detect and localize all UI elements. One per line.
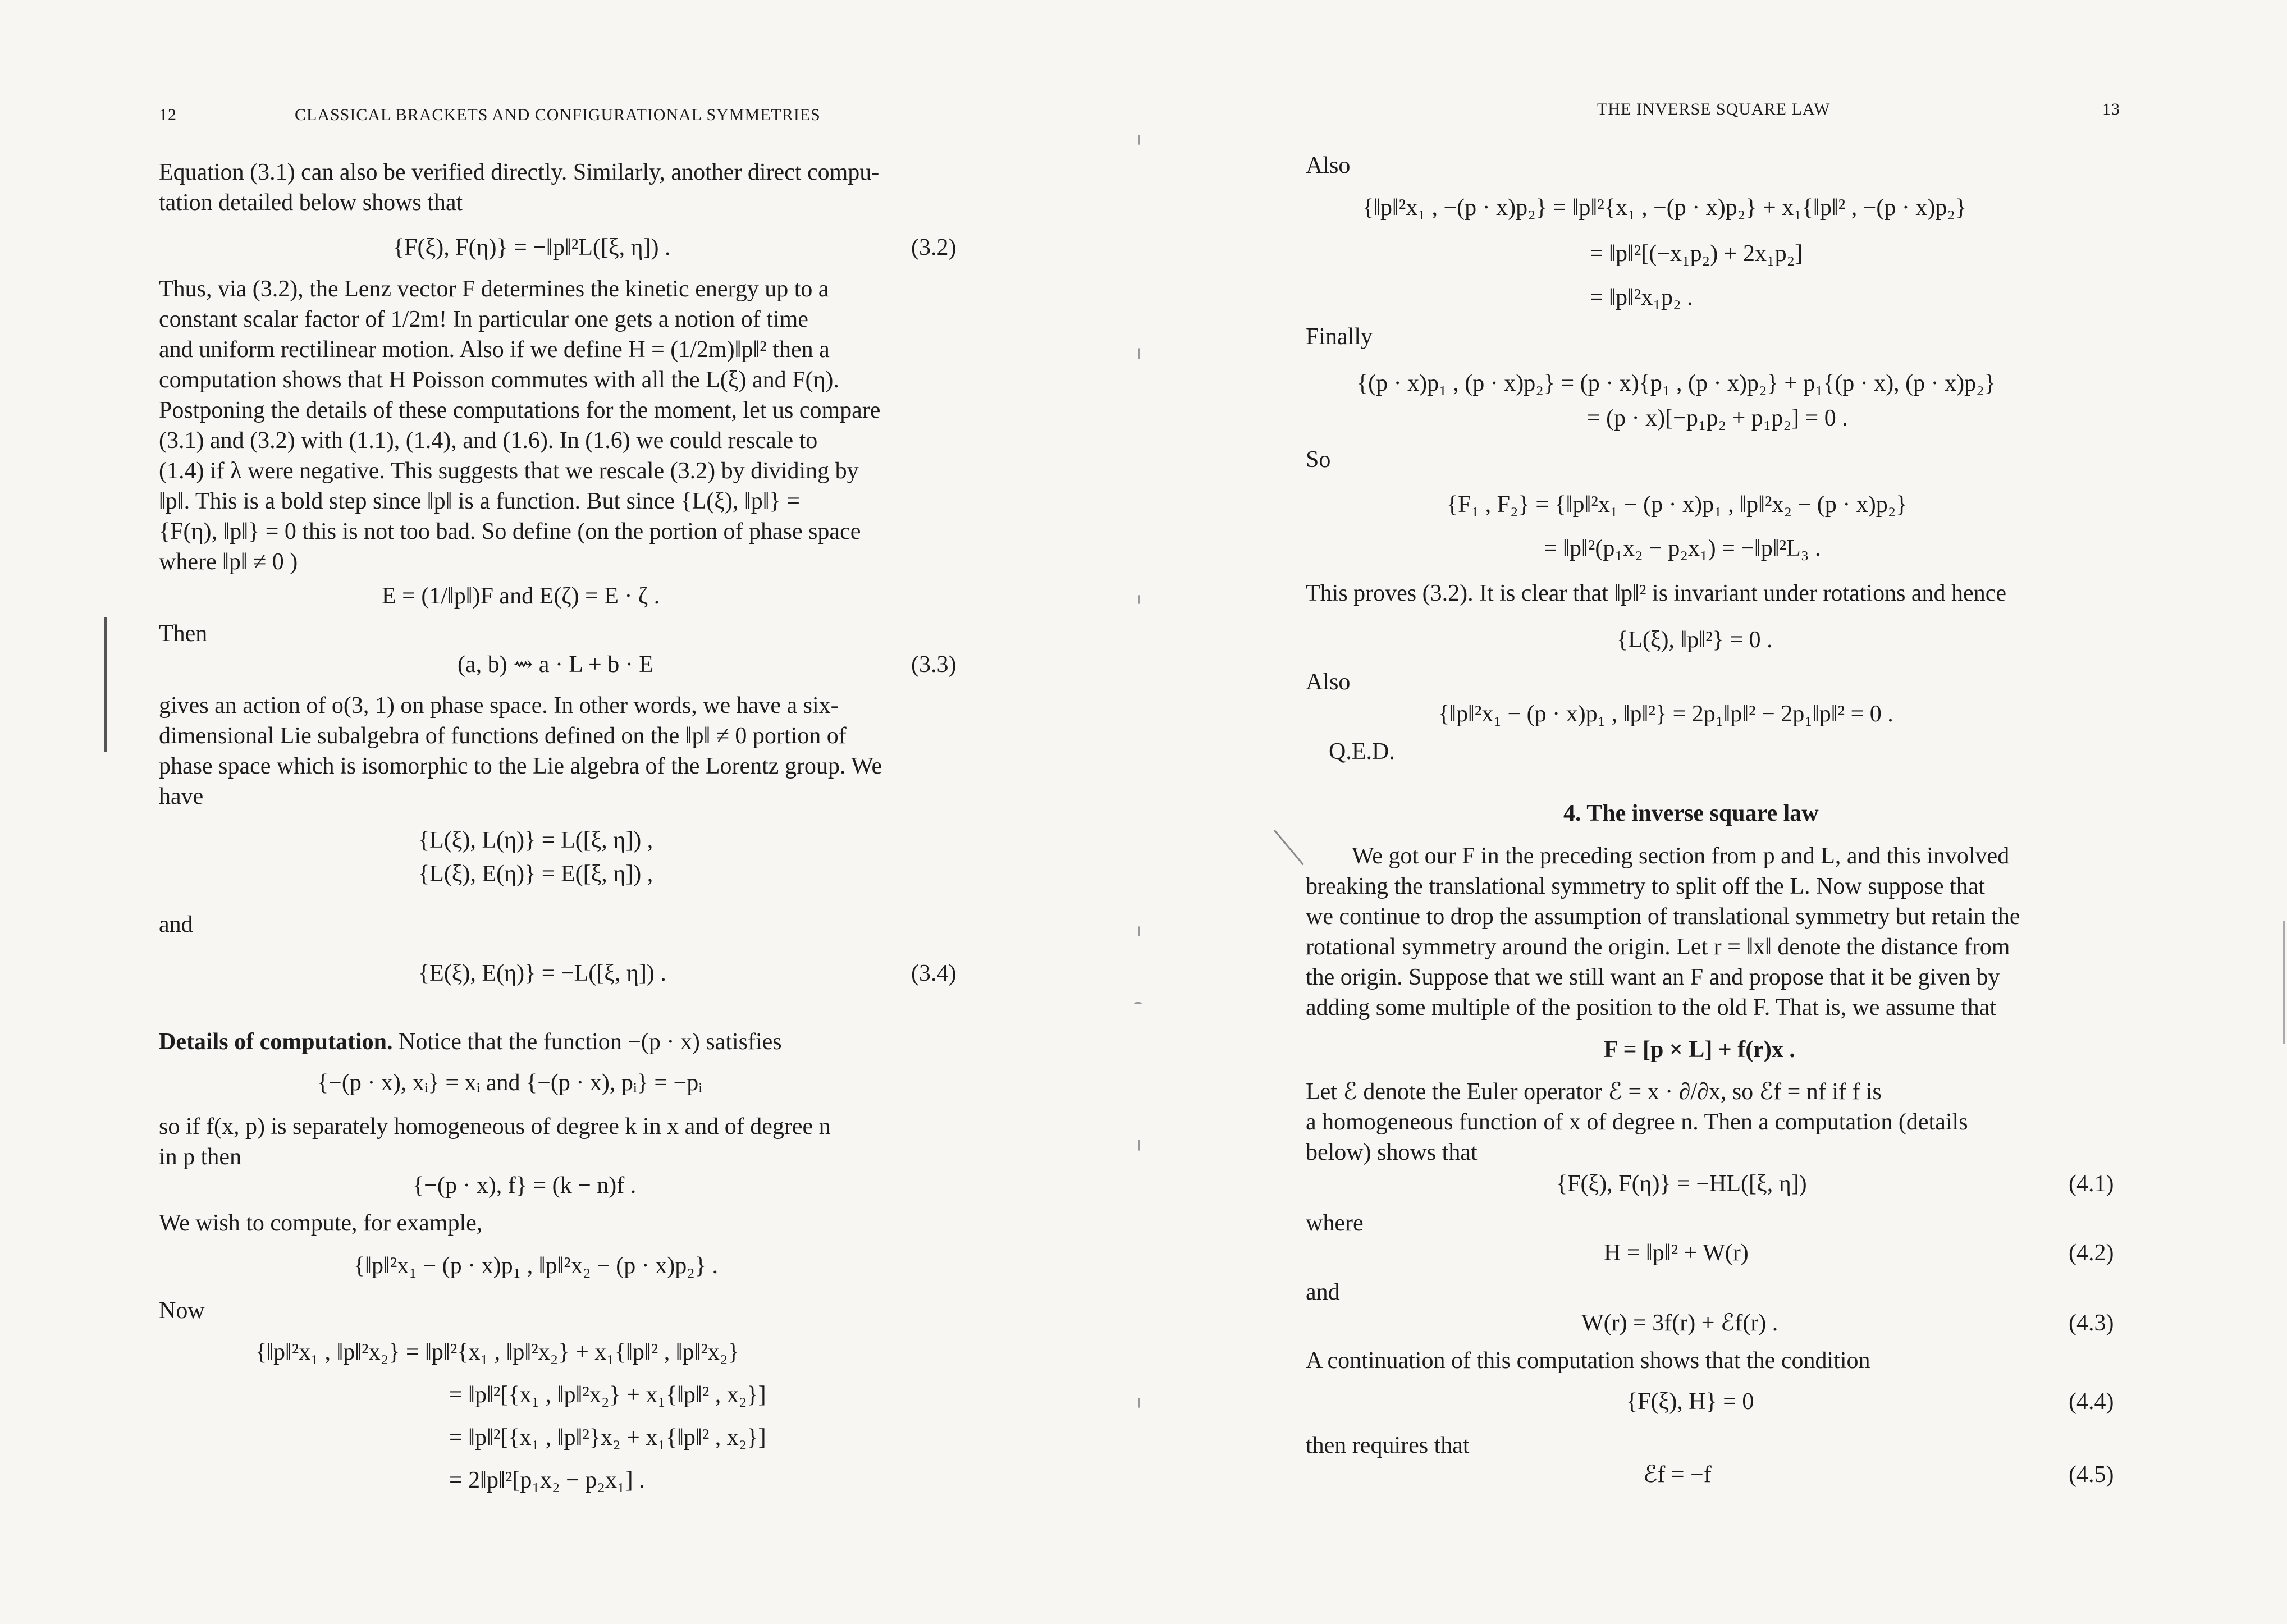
equation-px-bracket: {−(p · x), xᵢ} = xᵢ and {−(p · x), pᵢ} = −pᵢ [317,1070,703,1096]
equation-number: (4.3) [2069,1310,2114,1336]
right-page [1144,0,2287,1624]
equation-number: (3.3) [911,652,957,678]
also-label: Also [1306,669,1351,695]
equation-finally-line-1: {(p · x)p₁ , (p · x)p₂} = (p · x){p₁ , (p · x)p₂} + p₁{(p · x), (p · x)p₂} [1357,370,1996,396]
text-line: phase space which is isomorphic to the Lie algebra of the Lorentz group. We [159,753,882,779]
equation-also-line-1: {‖p‖²x₁ , −(p · x)p₂} = ‖p‖²{x₁ , −(p · x)p₂} + x₁{‖p‖² , −(p · x)p₂} [1362,195,1967,221]
text-line: We got our F in the preceding section from p and L, and this involved [1352,843,2010,869]
text-line: so if f(x, p) is separately homogeneous of degree k in x and of degree n [159,1114,831,1140]
continuation-text: A continuation of this computation shows that the condition [1306,1348,1870,1374]
equation-L-p: {L(ξ), ‖p‖²} = 0 . [1617,627,1773,653]
text-line: have [159,784,204,809]
equation-number: (4.1) [2069,1171,2114,1197]
text-line: breaking the translational symmetry to split off the L. Now suppose that [1306,873,1986,899]
text-line: gives an action of o(3, 1) on phase space. In other words, we have a six- [159,693,839,719]
details-text: Notice that the function −(p · x) satisfies [392,1029,782,1055]
paragraph-lenz [159,274,973,577]
page-number: 12 [159,106,177,124]
text-line: Postponing the details of these computations for the moment, let us compare [159,397,881,423]
equation-4-1: {F(ξ), F(η)} = −HL([ξ, η]) [1556,1171,1807,1197]
and-label: and [1306,1279,1340,1305]
then-requires-text: then requires that [1306,1433,1470,1458]
paragraph-homogeneous [159,1111,973,1172]
text-line: constant scalar factor of 1/2m! In particular one gets a notion of time [159,306,808,332]
equation-px-f: {−(p · x), f} = (k − n)f . [413,1173,637,1198]
equation-4-3: W(r) = 3f(r) + ℰf(r) . [1581,1310,1778,1336]
page-number: 13 [2102,100,2120,118]
text-line: we continue to drop the assumption of translational symmetry but retain the [1306,904,2020,930]
text-line: Let ℰ denote the Euler operator ℰ = x · ∂/∂x, so ℰf = nf if f is [1306,1079,1882,1105]
equation-also-line-2: = ‖p‖²[(−x₁p₂) + 2x₁p₂] [1590,241,1803,267]
equation-LL: {L(ξ), L(η)} = L([ξ, η]) , [418,827,653,853]
qed: Q.E.D. [1329,739,1395,765]
now-label: Now [159,1298,205,1324]
paragraph-lorentz [159,690,973,812]
running-head: THE INVERSE SQUARE LAW [1597,100,1831,118]
then-label: Then [159,621,208,647]
text-line: a homogeneous function of x of degree n. Then a computation (details [1306,1109,1968,1135]
text-line: in p then [159,1144,241,1170]
gutter-speck [1138,135,1140,145]
gutter-speck [1138,595,1140,604]
equation-number: (3.4) [911,960,957,986]
text-line: Equation (3.1) can also be verified directly. Similarly, another direct compu- [159,159,880,185]
margin-pencil-mark [1274,830,1304,865]
margin-pencil-mark [104,617,107,752]
paragraph-inverse-square [1306,841,2114,1023]
equation-number: (4.4) [2069,1389,2114,1415]
finally-label: Finally [1306,324,1373,350]
proves-text: This proves (3.2). It is clear that ‖p‖² is invariant under rotations and hence [1306,580,2006,606]
text-line: and uniform rectilinear motion. Also if we define H = (1/2m)‖p‖² then a [159,337,830,363]
equation-F-definition: F = [p × L] + f(r)x . [1604,1037,1795,1063]
example-text: We wish to compute, for example, [159,1210,483,1236]
text-line: {F(η), ‖p‖} = 0 this is not too bad. So define (on the portion of phase space [159,519,861,545]
details-heading: Details of computation. [159,1029,393,1055]
equation-4-2: H = ‖p‖² + W(r) [1604,1240,1749,1266]
so-label: So [1306,447,1331,473]
equation-3-2: {F(ξ), F(η)} = −‖p‖²L([ξ, η]) . [393,235,671,260]
gutter-speck [1138,1140,1140,1151]
text-line: tation detailed below shows that [159,190,463,216]
text-line: below) shows that [1306,1140,1478,1165]
equation-example: {‖p‖²x₁ − (p · x)p₁ , ‖p‖²x₂ − (p · x)p₂} . [354,1253,719,1279]
equation-now-line-2: = ‖p‖²[{x₁ , ‖p‖²x₂} + x₁{‖p‖² , x₂}] [449,1382,766,1408]
text-line: (1.4) if λ were negative. This suggests that we rescale (3.2) by dividing by [159,458,859,484]
equation-4-4: {F(ξ), H} = 0 [1626,1389,1754,1415]
gutter-speck [1134,1002,1142,1004]
gutter-speck [1138,1398,1140,1408]
running-head: CLASSICAL BRACKETS AND CONFIGURATIONAL SYMMETRIES [295,106,821,124]
paragraph-intro [159,157,973,218]
equation-LE: {L(ξ), E(η)} = E([ξ, η]) , [418,861,653,887]
equation-number: (4.5) [2069,1462,2114,1488]
text-line: Thus, via (3.2), the Lenz vector F determines the kinetic energy up to a [159,276,829,302]
equation-number: (3.2) [911,235,957,260]
equation-now-line-3: = ‖p‖²[{x₁ , ‖p‖²}x₂ + x₁{‖p‖² , x₂}] [449,1425,766,1451]
text-line: rotational symmetry around the origin. Let r = ‖x‖ denote the distance from [1306,934,2010,960]
equation-3-4: {E(ξ), E(η)} = −L([ξ, η]) . [418,960,666,986]
equation-now-line-1: {‖p‖²x₁ , ‖p‖²x₂} = ‖p‖²{x₁ , ‖p‖²x₂} + x₁{‖p‖² , ‖p‖²x₂} [255,1339,739,1365]
also-label: Also [1306,153,1351,179]
text-line: ‖p‖. This is a bold step since ‖p‖ is a function. But since {L(ξ), ‖p‖} = [159,488,800,514]
margin-pencil-mark [2283,921,2285,1044]
equation-3-3: (a, b) ⇝ a · L + b · E [458,652,653,678]
text-line: computation shows that H Poisson commutes with all the L(ξ) and F(η). [159,367,839,393]
equation-E-definition: E = (1/‖p‖)F and E(ζ) = E · ζ . [382,583,660,609]
equation-so-line-1: {F₁ , F₂} = {‖p‖²x₁ − (p · x)p₁ , ‖p‖²x₂ − (p · x)p₂} [1447,492,1908,518]
where-label: where [1306,1210,1364,1236]
text-line: where ‖p‖ ≠ 0 ) [159,549,298,575]
text-line: the origin. Suppose that we still want an F and propose that it be given by [1306,964,2000,990]
equation-also-2: {‖p‖²x₁ − (p · x)p₁ , ‖p‖²} = 2p₁‖p‖² − 2p₁‖p‖² = 0 . [1438,701,1893,727]
gutter-speck [1138,348,1140,359]
equation-so-line-2: = ‖p‖²(p₁x₂ − p₂x₁) = −‖p‖²L₃ . [1544,536,1821,561]
equation-also-line-3: = ‖p‖²x₁p₂ . [1590,285,1693,310]
text-line: adding some multiple of the position to the old F. That is, we assume that [1306,995,1997,1021]
equation-finally-line-2: = (p · x)[−p₁p₂ + p₁p₂] = 0 . [1587,405,1848,431]
paragraph-euler [1306,1077,2114,1168]
equation-4-5: ℰf = −f [1643,1462,1712,1488]
equation-now-line-4: = 2‖p‖²[p₁x₂ − p₂x₁] . [449,1467,645,1493]
equation-number: (4.2) [2069,1240,2114,1266]
details-paragraph [159,1027,782,1057]
and-label: and [159,912,193,937]
text-line: dimensional Lie subalgebra of functions defined on the ‖p‖ ≠ 0 portion of [159,723,847,749]
text-line: (3.1) and (3.2) with (1.1), (1.4), and (1.6). In (1.6) we could rescale to [159,428,818,454]
gutter-speck [1138,926,1140,936]
section-title: 4. The inverse square law [1563,800,1819,826]
